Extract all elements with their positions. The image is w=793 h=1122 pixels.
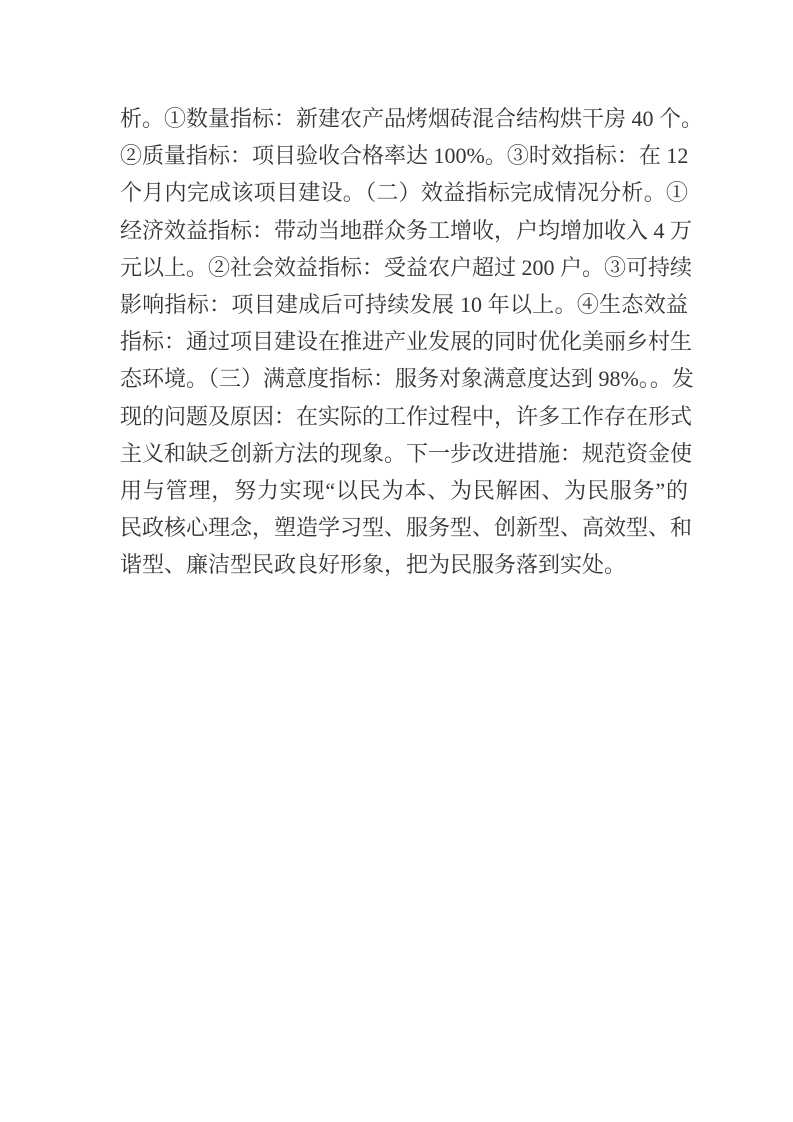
doc-line-4: 经济效益指标：带动当地群众务工增收，户均增加收入 4 万 <box>120 217 693 243</box>
doc-line-11: 用与管理，努力实现“以民为本、为民解困、为民服务”的 <box>120 478 688 504</box>
doc-line-2: ②质量指标：项目验收合格率达 100%。③时效指标：在 12 <box>120 143 689 169</box>
doc-line-13: 谐型、廉洁型民政良好形象，把为民服务落到实处。 <box>120 552 627 578</box>
doc-line-6: 影响指标：项目建成后可持续发展 10 年以上。④生态效益 <box>120 292 688 318</box>
doc-line-10: 主义和缺乏创新方法的现象。下一步改进措施：规范资金使 <box>120 440 693 466</box>
doc-line-7: 指标：通过项目建设在推进产业发展的同时优化美丽乡村生 <box>120 329 693 355</box>
doc-line-1: 析。①数量指标：新建农产品烤烟砖混合结构烘干房 40 个。 <box>120 106 704 131</box>
doc-line-9: 现的问题及原因：在实际的工作过程中，许多工作存在形式 <box>120 403 693 429</box>
paragraph-text-block <box>120 100 704 584</box>
doc-line-8: 态环境。（三）满意度指标：服务对象满意度达到 98%。。发 <box>120 366 694 392</box>
doc-line-5: 元以上。②社会效益指标：受益农户超过 200 户。③可持续 <box>120 254 693 280</box>
doc-line-12: 民政核心理念，塑造学习型、服务型、创新型、高效型、和 <box>120 515 693 541</box>
doc-line-3: 个月内完成该项目建设。（二）效益指标完成情况分析。① <box>120 180 688 206</box>
